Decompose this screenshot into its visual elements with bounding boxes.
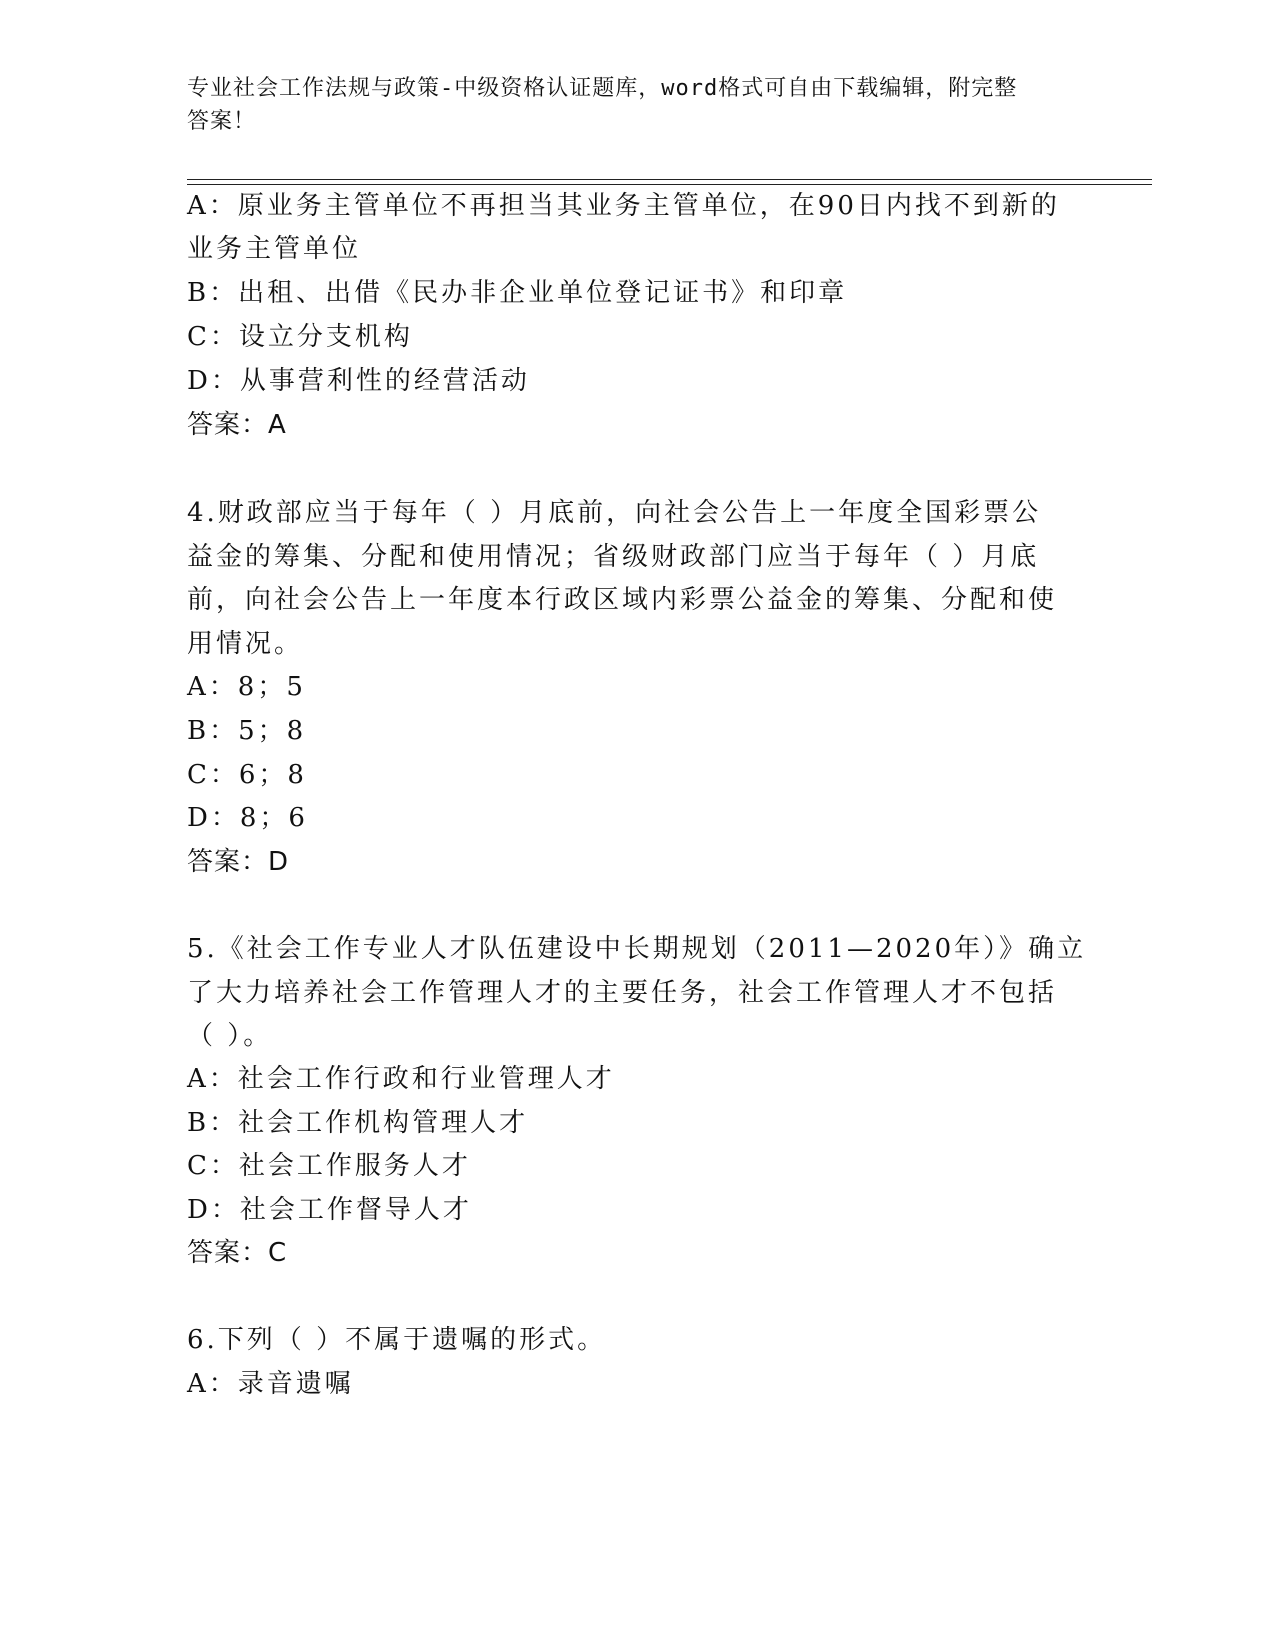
q4-option-a: A：8；5 — [187, 672, 306, 702]
q5-answer: 答案：C — [187, 1238, 288, 1268]
header-line-2: 答案！ — [187, 109, 257, 134]
q5-option-c: C：社会工作服务人才 — [187, 1151, 471, 1181]
q3-option-c: C：设立分支机构 — [187, 322, 413, 352]
q5-option-b: B：社会工作机构管理人才 — [187, 1108, 529, 1138]
q5-option-a: A：社会工作行政和行业管理人才 — [187, 1064, 615, 1094]
q3-option-d: D：从事营利性的经营活动 — [187, 366, 530, 396]
q4-option-c: C：6；8 — [187, 760, 307, 790]
q4-stem-line-1: 4.财政部应当于每年（ ）月底前，向社会公告上一年度全国彩票公 — [187, 498, 1042, 528]
q5-stem-line-1: 5.《社会工作专业人才队伍建设中长期规划（2011—2020年）》确立 — [187, 934, 1087, 964]
q5-option-d: D：社会工作督导人才 — [187, 1195, 472, 1225]
q4-option-d: D：8；6 — [187, 803, 308, 833]
q4-option-b: B：5；8 — [187, 716, 307, 746]
q3-option-a-line-2: 业务主管单位 — [187, 234, 362, 264]
q4-answer: 答案：D — [187, 847, 290, 877]
header-line-1: 专业社会工作法规与政策-中级资格认证题库，word格式可自由下载编辑，附完整 — [187, 76, 1018, 101]
q4-stem-line-4: 用情况。 — [187, 629, 304, 659]
header-divider-bottom — [187, 184, 1152, 185]
q4-stem-line-2: 益金的筹集、分配和使用情况；省级财政部门应当于每年（ ）月底 — [187, 542, 1040, 572]
q6-option-a: A：录音遗嘱 — [187, 1369, 354, 1399]
header-divider-top — [187, 179, 1152, 180]
q3-option-b: B：出租、出借《民办非企业单位登记证书》和印章 — [187, 278, 848, 308]
q3-option-a-line-1: A：原业务主管单位不再担当其业务主管单位，在90日内找不到新的 — [187, 191, 1060, 221]
q5-stem-line-2: 了大力培养社会工作管理人才的主要任务，社会工作管理人才不包括 — [187, 978, 1058, 1008]
q5-stem-line-3: （ ）。 — [187, 1021, 273, 1051]
document-header — [187, 72, 1087, 138]
q4-stem-line-3: 前，向社会公告上一年度本行政区域内彩票公益金的筹集、分配和使 — [187, 585, 1058, 615]
q3-answer: 答案：A — [187, 410, 287, 440]
q6-stem-line-1: 6.下列（ ）不属于遗嘱的形式。 — [187, 1325, 607, 1355]
